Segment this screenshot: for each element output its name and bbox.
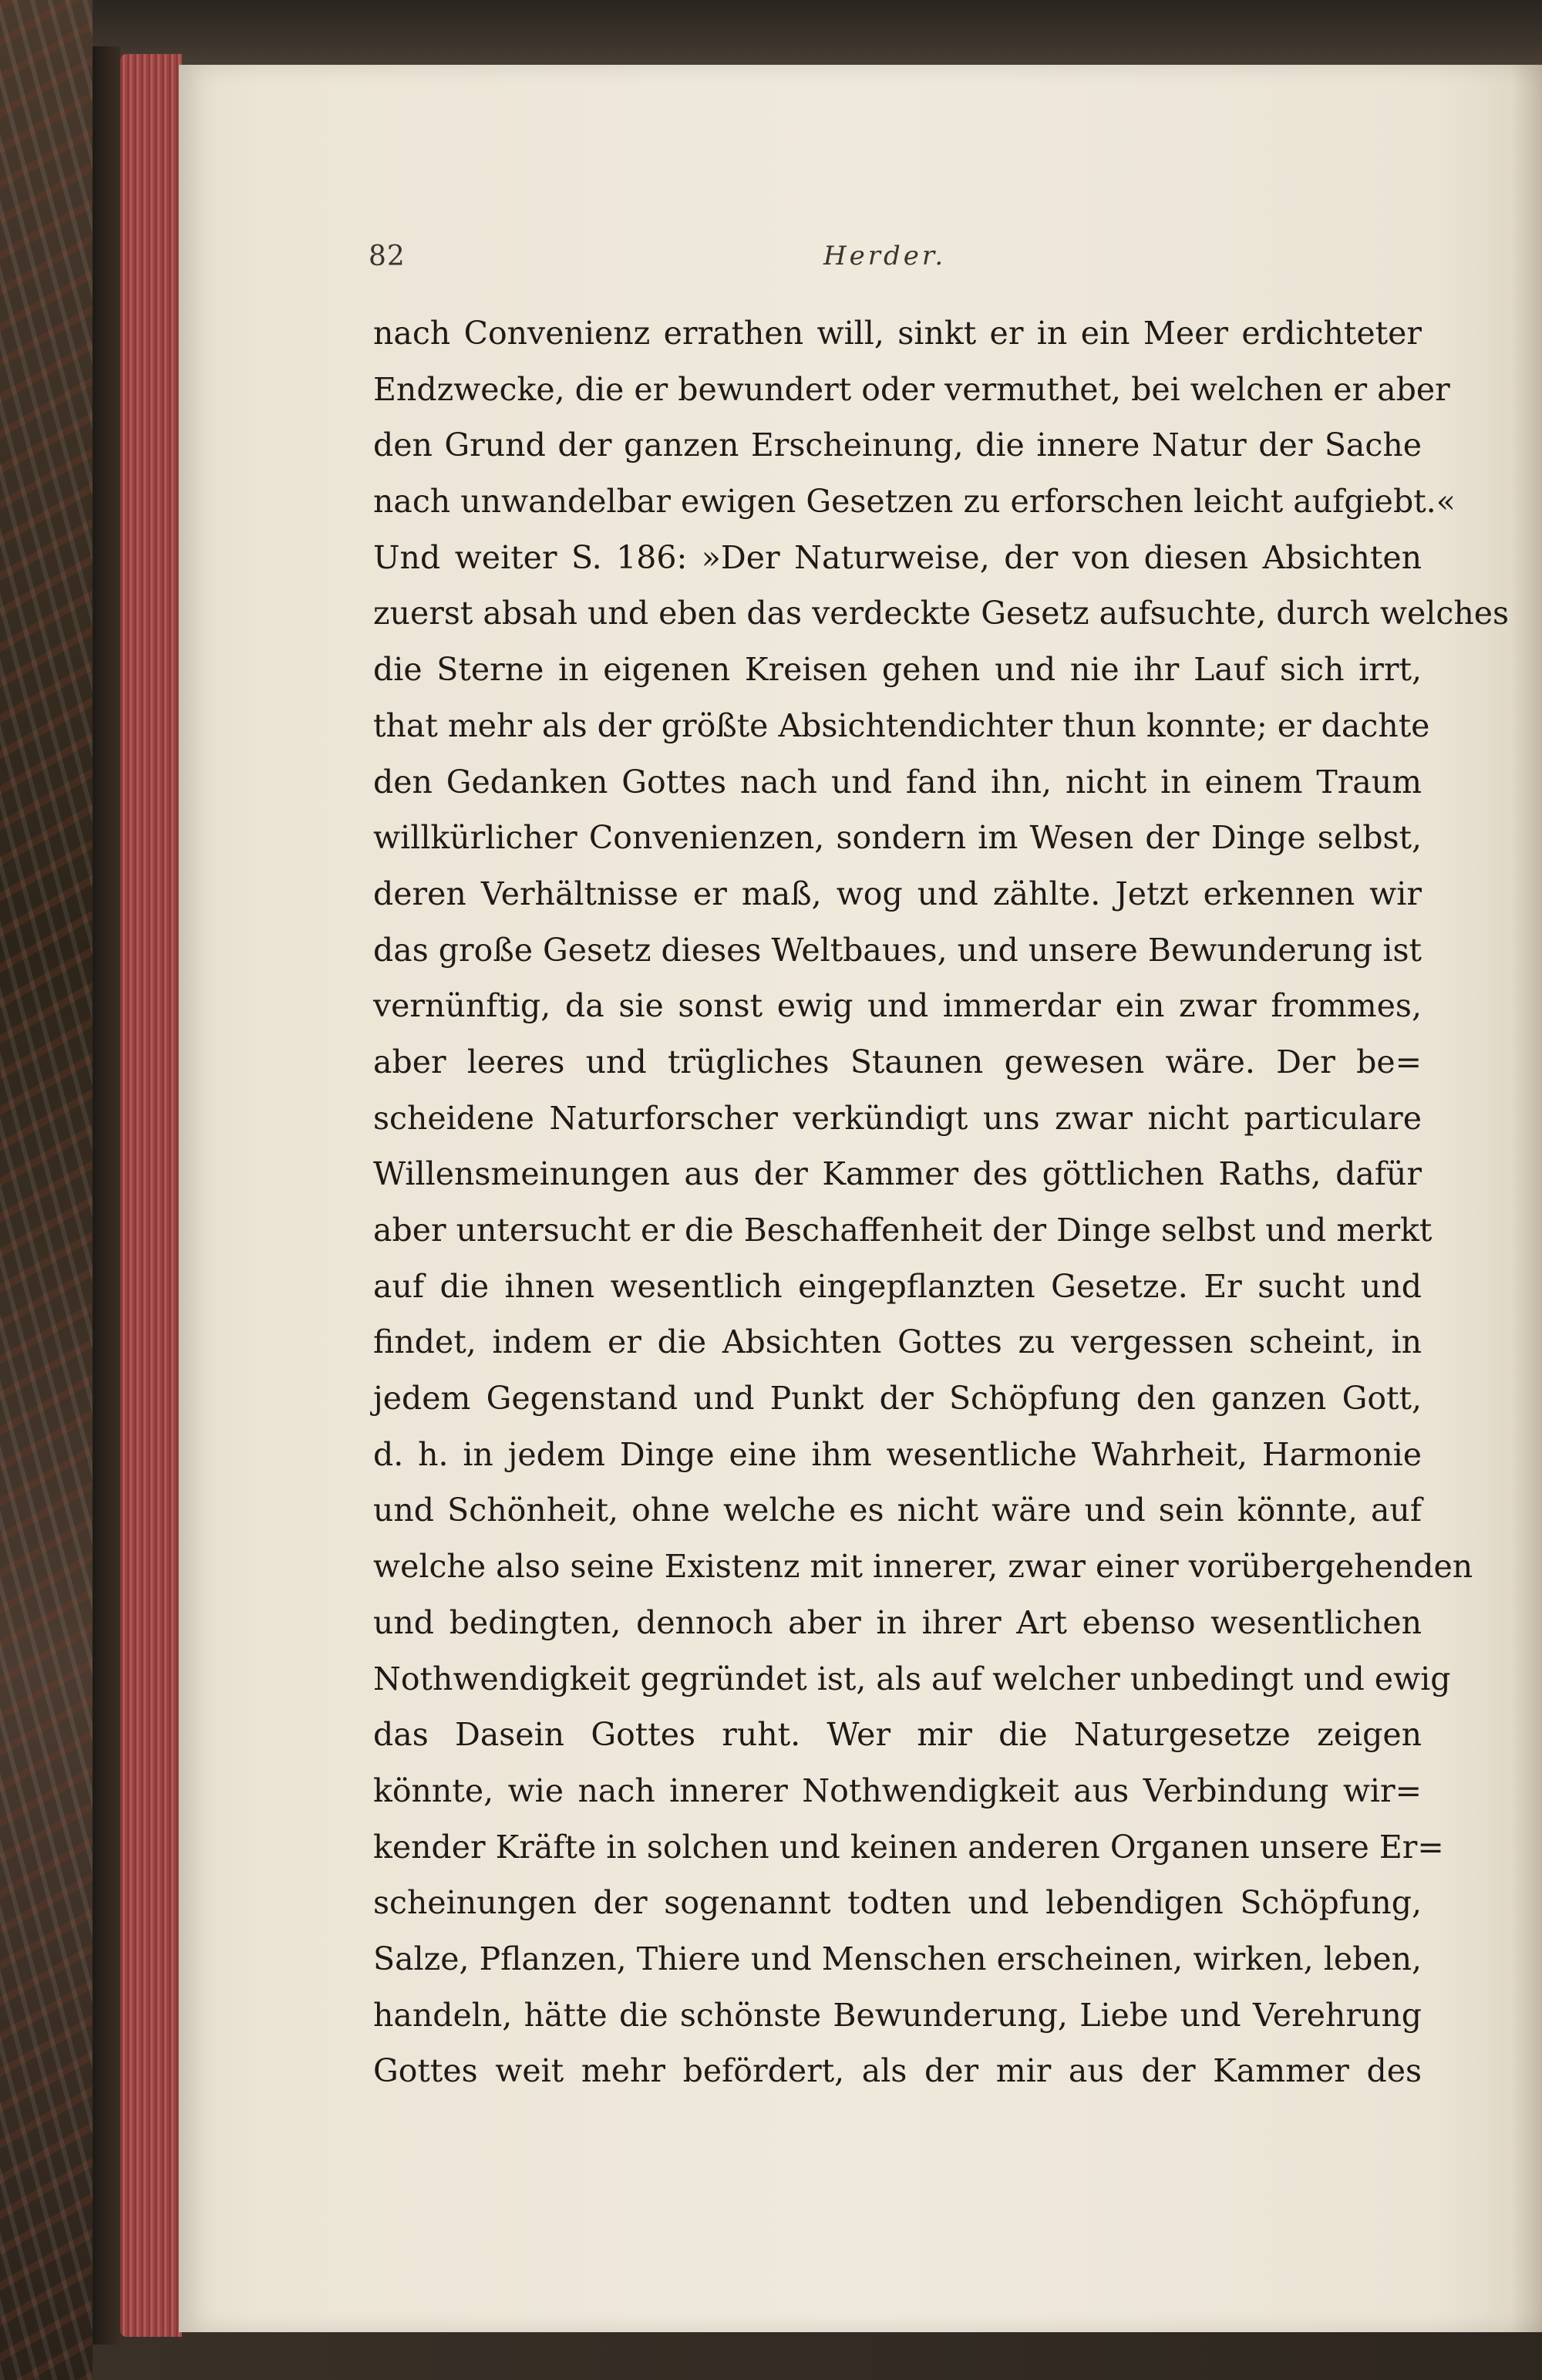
text-line: das Dasein Gottes ruht. Wer mir die Naturgesetze zeigen [373,1716,1422,1754]
text-line: Nothwendigkeit gegründet ist, als auf welcher unbedingt und ewig [373,1660,1451,1697]
text-line: den Grund der ganzen Erscheinung, die innere Natur der Sache [373,426,1422,464]
text-line: Salze, Pflanzen, Thiere und Menschen erscheinen, wirken, leben, [373,1940,1422,1977]
text-line: d. h. in jedem Dinge eine ihm wesentliche Wahrheit, Harmonie [373,1435,1422,1473]
text-line: Und weiter S. 186: »Der Naturweise, der von diesen Absichten [373,538,1422,576]
page-shadow [1511,65,1542,2332]
page-number: 82 [369,241,406,272]
board-edge [93,46,120,2345]
text-line: die Sterne in eigenen Kreisen gehen und nie ihr Lauf sich irrt, [373,651,1422,689]
text-line: nach Convenienz errathen will, sinkt er in ein Meer erdichteter [373,315,1422,352]
text-line: vernünftig, da sie sonst ewig und immerdar ein zwar frommes, [373,987,1422,1025]
text-line: auf die ihnen wesentlich eingepflanzten Gesetze. Er sucht und [373,1267,1422,1305]
text-line: nach unwandelbar ewigen Gesetzen zu erforschen leicht aufgiebt.« [373,483,1456,521]
text-line: und bedingten, dennoch aber in ihrer Art ebenso wesentlichen [373,1603,1422,1641]
text-line: kender Kräfte in solchen und keinen anderen Organen unsere Er= [373,1828,1444,1866]
text-line: handeln, hätte die schönste Bewunderung, Liebe und Verehrung [373,1996,1422,2034]
text-line: jedem Gegenstand und Punkt der Schöpfung den ganzen Gott, [373,1380,1422,1418]
text-line: willkürlicher Convenienzen, sondern im Wesen der Dinge selbst, [373,819,1422,857]
text-line: Gottes weit mehr befördert, als der mir aus der Kammer des [373,2052,1422,2090]
text-line: Endzwecke, die er bewundert oder vermuthet, bei welchen er aber [373,370,1450,408]
text-line: scheinungen der sogenannt todten und lebendigen Schöpfung, [373,1884,1422,1922]
text-line: welche also seine Existenz mit innerer, zwar einer vorübergehenden [373,1548,1473,1586]
text-line: das große Gesetz dieses Weltbaues, und unsere Bewunderung ist [373,931,1422,969]
marbled-board [0,0,93,2380]
text-line: Willensmeinungen aus der Kammer des göttlichen Raths, dafür [373,1155,1422,1193]
text-line: den Gedanken Gottes nach und fand ihn, nicht in einem Traum [373,763,1422,801]
running-head: Herder. [823,241,947,271]
body-text [373,305,1510,2099]
text-line: scheidene Naturforscher verkündigt uns zwar nicht particulare [373,1099,1422,1137]
page-header [369,241,1448,287]
text-line: findet, indem er die Absichten Gottes zu vergessen scheint, in [373,1323,1422,1361]
text-line: deren Verhältnisse er maß, wog und zählte. Jetzt erkennen wir [373,875,1422,912]
text-line: aber untersucht er die Beschaffenheit der Dinge selbst und merkt [373,1212,1433,1249]
text-line: zuerst absah und eben das verdeckte Gesetz aufsuchte, durch welches [373,595,1510,632]
text-line: that mehr als der größte Absichtendichter thun konnte; er dachte [373,706,1430,744]
cover-top-edge [0,0,1542,69]
text-line: aber leeres und trügliches Staunen gewesen wäre. Der be= [373,1043,1422,1080]
red-page-edges [120,54,182,2337]
text-line: könnte, wie nach innerer Nothwendigkeit aus Verbindung wir= [373,1772,1422,1809]
text-line: und Schönheit, ohne welche es nicht wäre und sein könnte, auf [373,1492,1422,1529]
